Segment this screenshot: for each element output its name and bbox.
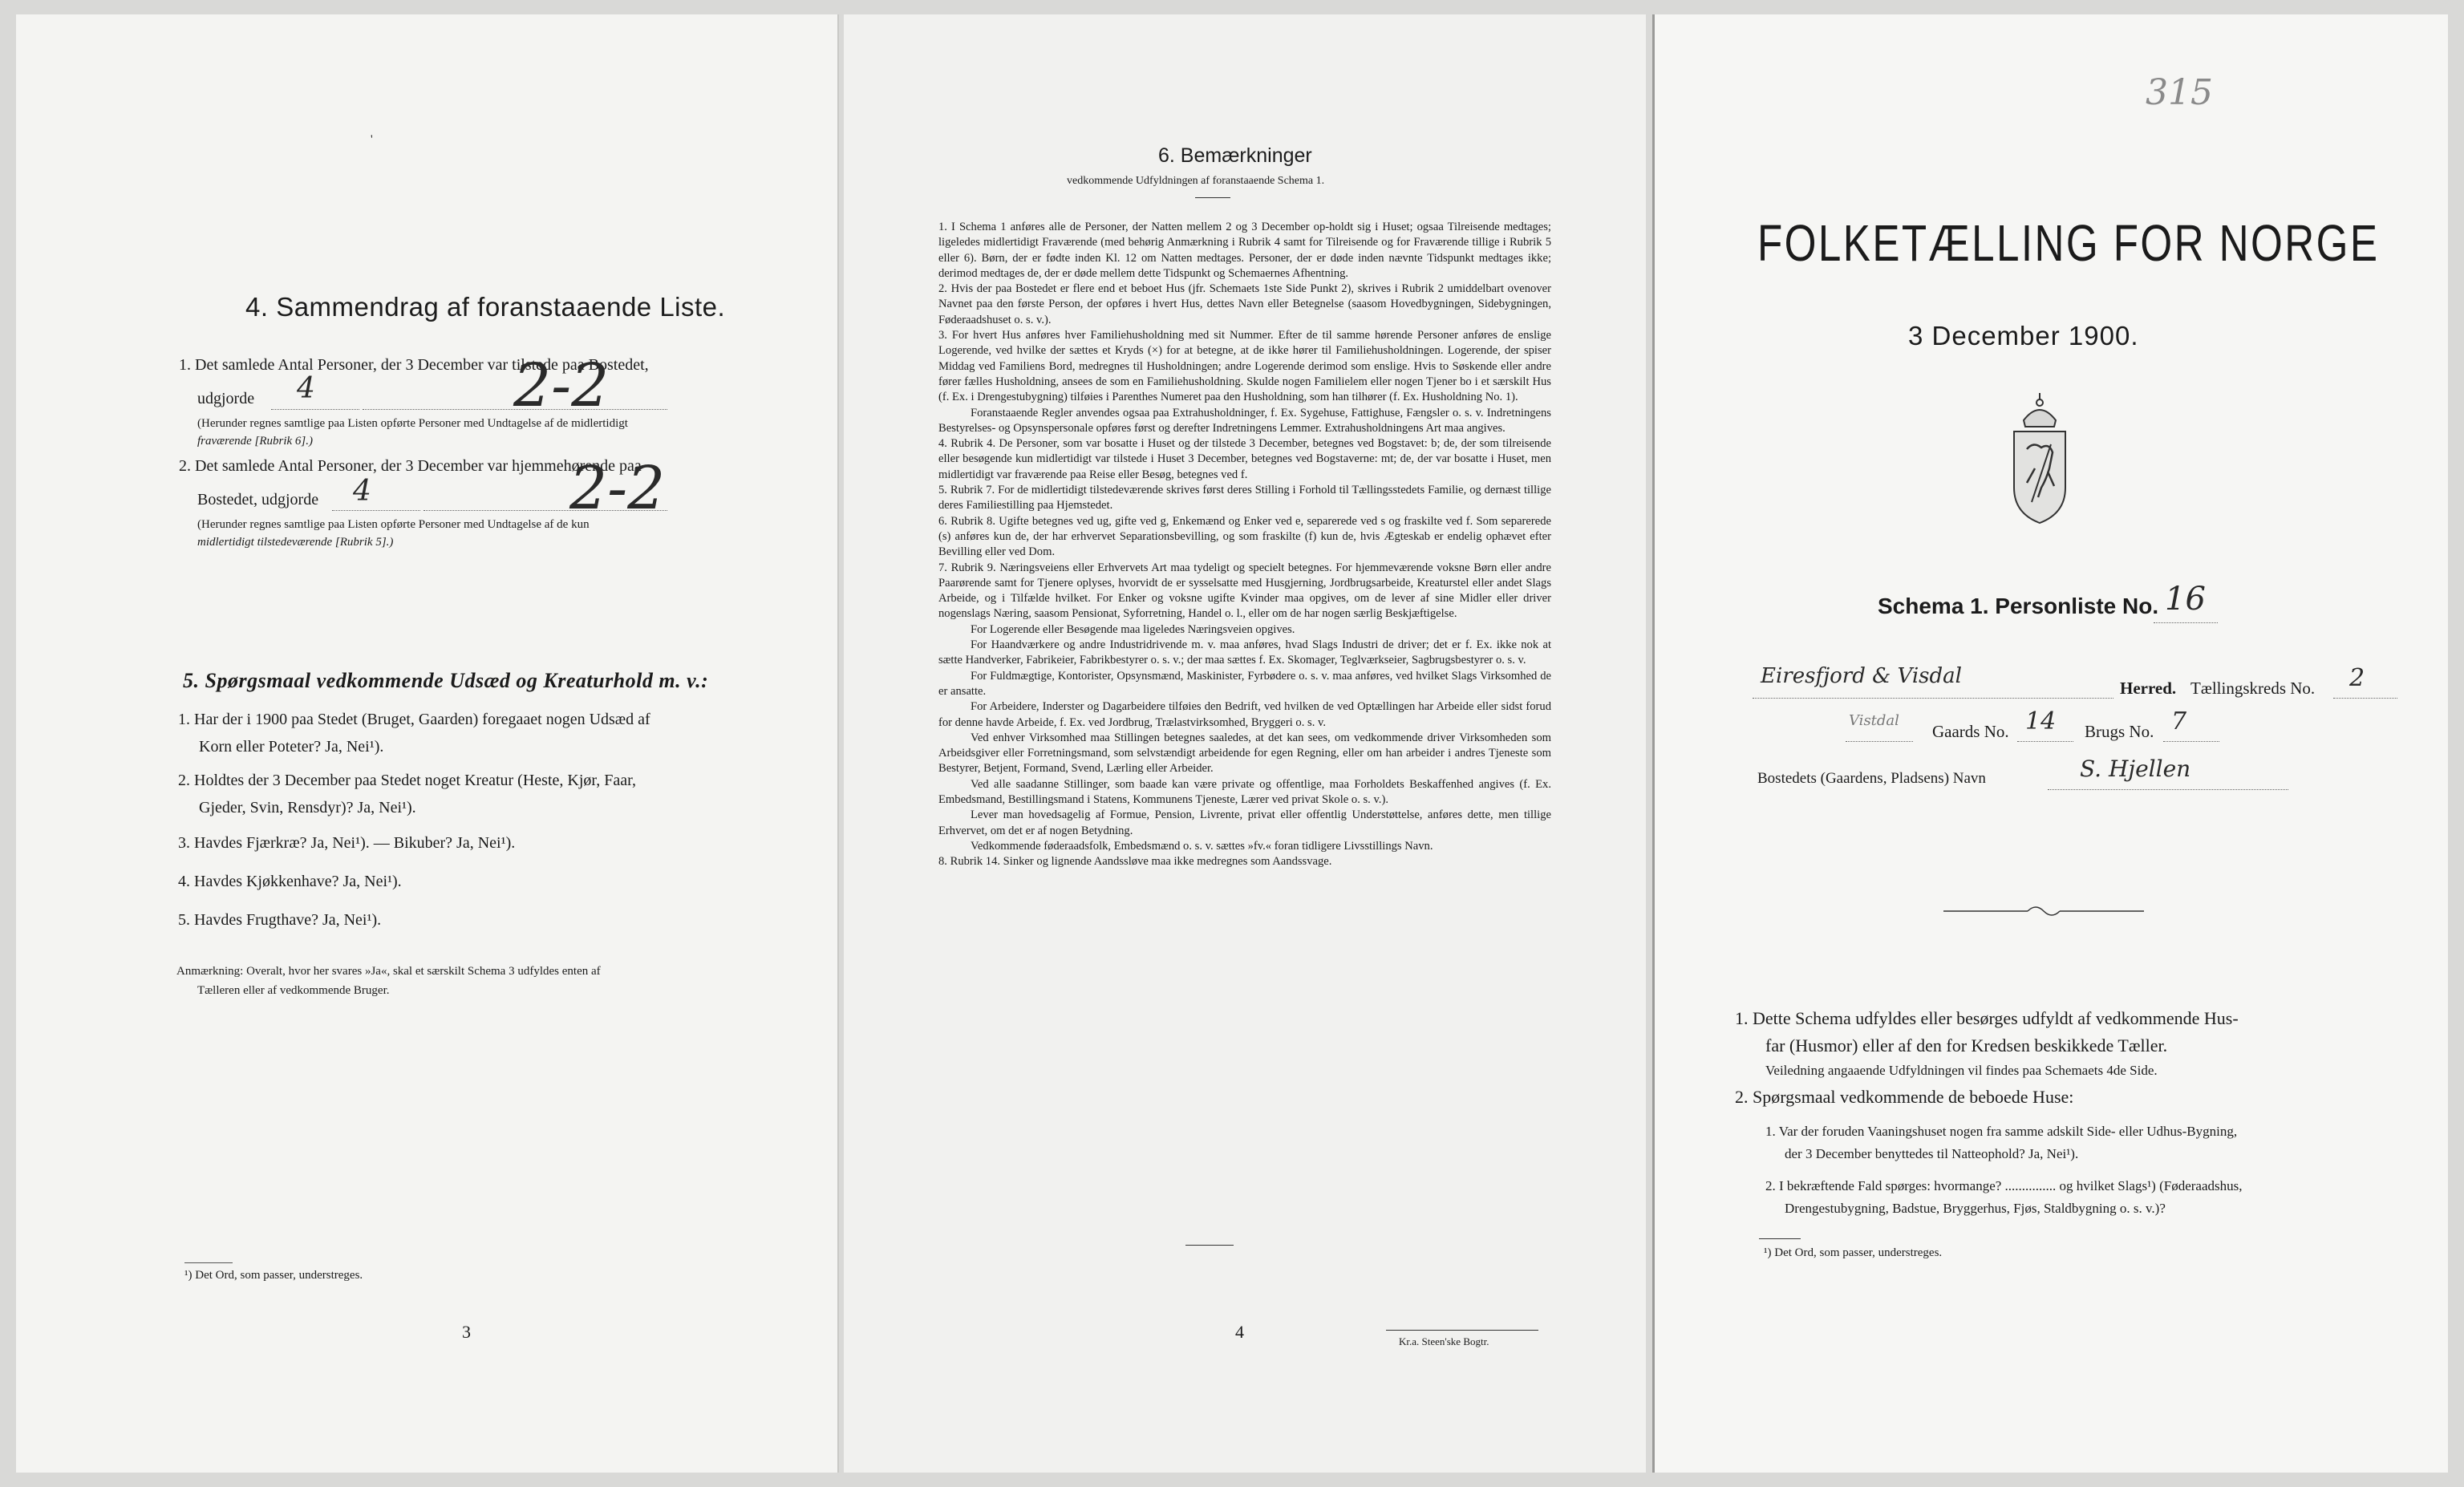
footnote: ¹) Det Ord, som passer, understreges. xyxy=(184,1269,363,1282)
herred-label: Herred. xyxy=(2120,679,2177,698)
brugs-label: Brugs No. xyxy=(2085,722,2154,741)
footnote-divider xyxy=(184,1262,233,1263)
s4-q2-note1: (Herunder regnes samtlige paa Listen opførte Personer med Undtagelse af de kun xyxy=(197,518,590,531)
remarks-divider xyxy=(1195,197,1230,198)
remark-2: 2. Hvis der paa Bostedet er flere end et beboet Hus (jfr. Schemaets 1ste Side Punkt 2), skrives i Rubrik 2 umiddelbart ovenover Navnet paa den første Person, der opføres i hvert Hus, dettes Navn eller Betegnelse (saasom Hovedbygningen, Sidebygningen, Føderaadshuset o. s. v.). xyxy=(938,282,1551,326)
remark-7-arbeidere: For Arbeidere, Inderster og Dagarbeidere tilføies den Bedrift, ved hvilken de ved Optællingen har Arbeide eller sidst forud for denne havde Arbeide, f. Ex. ved Jordbrug, Trælastvirksomhed, Bryggeri o. s. v. xyxy=(938,700,1551,729)
house-q1-line1: 1. Var der foruden Vaaningshuset nogen fra samme adskilt Side- eller Udhus-Bygning, xyxy=(1765,1124,2238,1139)
remark-7-foderaad: Vedkommende føderaadsfolk, Embedsmænd o. s. v. sættes »fv.« foran tidligere Livsstillings Navn. xyxy=(971,839,1433,853)
s5-q2-line2: Gjeder, Svin, Rensdyr)? Ja, Nei¹). xyxy=(199,799,416,816)
remark-6: 6. Rubrik 8. Ugifte betegnes ved ug, gifte ved g, Enkemænd og Enker ved e, separerede ved s og fraskilte ved f. Som separerede (s) anføres kun de, der har erhvervet Separationsbevilling, og som fraskilte (f) kun de, hvis Ægteskab er endelig ophævet efter Bevilling eller ved Dom. xyxy=(938,514,1551,559)
kreds-number-hand: 2 xyxy=(2349,664,2365,692)
s4-q2-hand-small: 4 xyxy=(353,475,371,508)
s5-q4: 4. Havdes Kjøkkenhave? Ja, Nei¹). xyxy=(178,873,402,890)
remark-7-stillinger: Ved alle saadanne Stillinger, som baade kan være private og offentlige, maa Forholdets Beskaffenhed angives (f. Ex. Embedsmand, Bestillingsmand i Statens, Kommunens Tjeneste, Lærer ved privat Skole o. s. v.). xyxy=(938,777,1551,806)
s5-q3: 3. Havdes Fjærkræ? Ja, Nei¹). — Bikuber? Ja, Nei¹). xyxy=(178,834,516,852)
instruction-1-line2: far (Husmor) eller af den for Kredsen beskikkede Tæller. xyxy=(1765,1035,2168,1055)
herred-hand: Eiresfjord & Visdal xyxy=(1761,664,1962,688)
remarks-list xyxy=(938,220,1551,869)
census-date: 3 December 1900. xyxy=(1908,321,2139,350)
remark-7-virksomhed: Ved enhver Virksomhed maa Stillingen betegnes saaledes, at det kan sees, om vedkommende driver Virksomheden som Arbeidsgiver eller Forretningsmand, som selvstændigt arbeidende for egen Regning, eller om han arbeider i andres Tjeneste som Bestyrer, Betjent, Formand, Svend, Lærling eller Arbeider. xyxy=(938,731,1551,776)
instruction-2: 2. Spørgsmaal vedkommende de beboede Huse: xyxy=(1735,1087,2074,1107)
s5-q1-line2: Korn eller Poteter? Ja, Nei¹). xyxy=(199,738,384,756)
s4-q2-hand-big: 2-2 xyxy=(569,454,666,523)
gaard-prefix-hand: Vistdal xyxy=(1849,712,1899,729)
page-middle xyxy=(844,14,1646,1473)
remark-7-fuldmaegtige: For Fuldmægtige, Kontorister, Opsynsmænd, Maskinister, Fyrbødere o. s. v. maa anføres, ved hvilket Slags Virksomhed de er ansatte. xyxy=(938,669,1551,698)
house-q2-line2: Drengestubygning, Badstue, Bryggerhus, Fjøs, Staldbygning o. s. v.)? xyxy=(1785,1201,2166,1216)
remark-8: 8. Rubrik 14. Sinker og lignende Aandssløve maa ikke medregnes som Aandssvage. xyxy=(938,855,1332,869)
section-4-heading: 4. Sammendrag af foranstaaende Liste. xyxy=(245,292,726,322)
house-q1-line2: der 3 December benyttedes til Natteophold? Ja, Nei¹). xyxy=(1785,1146,2079,1161)
remark-7-logerende: For Logerende eller Besøgende maa ligeledes Næringsveien opgives. xyxy=(971,622,1295,636)
footnote-divider xyxy=(1759,1238,1801,1239)
remark-3-extra: Foranstaaende Regler anvendes ogsaa paa Extrahusholdninger, f. Ex. Sygehuse, Fattighuse, Fængsler o. s. v. Indretningens Bestyrelses- og Opsynspersonale opføres først og derefter Indretningens Lemmer. Extrahusholdningens Art maa angives. xyxy=(938,406,1551,435)
printer-imprint: Kr.a. Steen'ske Bogtr. xyxy=(1399,1335,1489,1347)
remark-4: 4. Rubrik 4. De Personer, som var bosatte i Huset og der tilstede 3 December, betegnes ved Bogstavet: b; de, der som tilreisende eller besøgende kun midlertidigt var tilstede i Huset 3 December, betegnes ved Bogstaverne: mt; de, der var bosatte i Huset, men midlertidigt var fraværende paa Reise eller Besøg, betegnes ved f. xyxy=(938,437,1551,481)
bosted-label: Bostedets (Gaardens, Pladsens) Navn xyxy=(1757,770,1986,787)
stray-mark: ' xyxy=(371,133,373,146)
s5-note-line2: Tælleren eller af vedkommende Bruger. xyxy=(197,984,390,997)
s4-q2-line1: 2. Det samlede Antal Personer, der 3 December var hjemmehørende paa xyxy=(179,457,642,475)
footnote: ¹) Det Ord, som passer, understreges. xyxy=(1764,1246,1943,1259)
instruction-1-line1: 1. Dette Schema udfyldes eller besørges udfyldt af vedkommende Hus- xyxy=(1735,1008,2239,1028)
s4-q2-small-answer-line xyxy=(332,492,420,511)
remark-3: 3. For hvert Hus anføres hver Familiehusholdning med sit Nummer. Efter de til samme hørende Personer anføres de enslige Logerende, ved hvilke der sættes et Kryds (×) for at betegne, at de ikke hører til Familiehusholdningen. Logerende, der spiser Middag ved Familiens Bord, medregnes til Husholdningen; andre Logerende derimod som enslige. Hvis to Søskende eller andre fører fælles Husholdning, ansees de som en Familiehusholdning. Skulde nogen Familielem eller nogen Tjener bo i et særskilt Hus (f. Ex. i Drengestubygning) tilføies i Parenthes Numeret paa den Husholdning, som han tilhører (f. Ex. Husholdning No. 1). xyxy=(938,329,1551,404)
s4-q1-small-answer-line xyxy=(271,391,359,410)
s4-q1-line2-prefix: udgjorde xyxy=(197,390,255,407)
remark-7-formue: Lever man hovedsagelig af Formue, Pension, Livrente, privat eller offentlig Understøttelse, anføres dette, men tillige Erhvervet, om det er af nogen Betydning. xyxy=(938,808,1551,837)
page-number: 4 xyxy=(1235,1322,1244,1342)
s5-q2-line1: 2. Holdtes der 3 December paa Stedet noget Kreatur (Heste, Kjør, Faar, xyxy=(178,772,636,789)
archive-number: 315 xyxy=(2146,72,2213,113)
printer-divider xyxy=(1386,1330,1538,1331)
bosted-hand: S. Hjellen xyxy=(2080,756,2191,782)
remark-5: 5. Rubrik 7. For de midlertidigt tilstedeværende skrives først deres Stilling i Forhold til Tællingsstedets Familie, og dernæst tillige deres Familiestilling paa Hjemstedet. xyxy=(938,484,1551,513)
s5-q1-line1: 1. Har der i 1900 paa Stedet (Bruget, Gaarden) foregaaet nogen Udsæd af xyxy=(178,711,650,728)
s4-q1-note2: fraværende [Rubrik 6].) xyxy=(197,435,314,448)
s4-q2-note2: midlertidigt tilstedeværende [Rubrik 5].) xyxy=(197,536,394,549)
s4-q2-line2-prefix: Bostedet, udgjorde xyxy=(197,491,319,508)
s5-q5: 5. Havdes Frugthave? Ja, Nei¹). xyxy=(178,911,382,929)
schema-number-hand: 16 xyxy=(2165,581,2206,618)
gaards-number-hand: 14 xyxy=(2025,707,2057,735)
remark-1: 1. I Schema 1 anføres alle de Personer, der Natten mellem 2 og 3 December op-holdt sig i Huset; ogsaa Tilreisende medtages; ligeledes midlertidigt Fraværende (med behørig Anmærkning i Rubrik 4 samt for Tilreisende og for Fraværende tillige i Rubrik 5 eller 6). Børn, der er fødte inden Kl. 12 om Natten medtages. Personer, der er døde inden nævnte Tidspunkt medtages ikke; derimod medtages de, der er døde mellem dette Tidspunkt og Schemaernes Afhentning. xyxy=(938,221,1551,280)
page-right xyxy=(1652,14,2448,1473)
instruction-1-sub: Veiledning angaaende Udfyldningen vil findes paa Schemaets 4de Side. xyxy=(1765,1063,2158,1078)
gaards-label: Gaards No. xyxy=(1932,722,2009,741)
s5-note-line1: Anmærkning: Overalt, hvor her svares »Ja«, skal et særskilt Schema 3 udfyldes enten af xyxy=(176,965,601,978)
s4-q1-hand-big: 2-2 xyxy=(513,351,610,420)
bottom-divider xyxy=(1185,1245,1234,1246)
schema-label: Schema 1. Personliste No. xyxy=(1878,594,2159,618)
ornament-divider-icon xyxy=(1943,903,2144,919)
s4-q1-hand-small: 4 xyxy=(297,372,315,405)
norwegian-coat-of-arms-icon xyxy=(2003,391,2077,529)
remark-7: 7. Rubrik 9. Næringsveiens eller Erhvervets Art maa tydeligt og specielt betegnes. For hjemmeværende voksne Børn eller andre Paarørende samt for Tjenere oplyses, hvorvidt de er sysselsatte med Husgjerning, Jordbrugsarbeide, Kreaturstel eller andet Slags Arbeide, og i Tilfælde hvilket. For Enker og voksne ugifte Kvinder maa opgives, om de lever af sine Midler eller driver nogenslags Næring, saasom Pensionat, Syforretning, Handel o. l., eller om de har nogen særlig Beskjæftigelse. xyxy=(938,561,1551,621)
page-title: FOLKETÆLLING FOR NORGE xyxy=(1757,214,2380,272)
page-number: 3 xyxy=(462,1322,471,1342)
brugs-number-hand: 7 xyxy=(2171,707,2187,735)
kreds-line xyxy=(2333,682,2397,699)
kreds-label: Tællingskreds No. xyxy=(2190,679,2316,698)
remark-7-haandvaerkere: For Haandværkere og andre Industridrivende m. v. maa anføres, hvad Slags Industri de driver; det er f. Ex. ikke nok at sætte Handverker, Fabrikeier, Fabrikbestyrer o. s. v.; der maa sættes f. Ex. Skomager, Teglværkseier, Sagbrugsbestyrer o. s. v. xyxy=(938,638,1551,667)
remarks-subheading: vedkommende Udfyldningen af foranstaaende Schema 1. xyxy=(1067,175,1325,187)
s4-q1-line1: 1. Det samlede Antal Personer, der 3 December var tilstede paa Bostedet, xyxy=(179,356,649,374)
house-q2-line1: 2. I bekræftende Fald spørges: hvormange? ............... og hvilket Slags¹) (Føderaadshus, xyxy=(1765,1178,2243,1193)
section-5-heading: 5. Spørgsmaal vedkommende Udsæd og Kreaturhold m. v.: xyxy=(183,669,709,692)
page-left xyxy=(16,14,839,1473)
s4-q1-note1: (Herunder regnes samtlige paa Listen opførte Personer med Undtagelse af de midlertidigt xyxy=(197,417,628,430)
remarks-heading: 6. Bemærkninger xyxy=(1158,144,1312,167)
